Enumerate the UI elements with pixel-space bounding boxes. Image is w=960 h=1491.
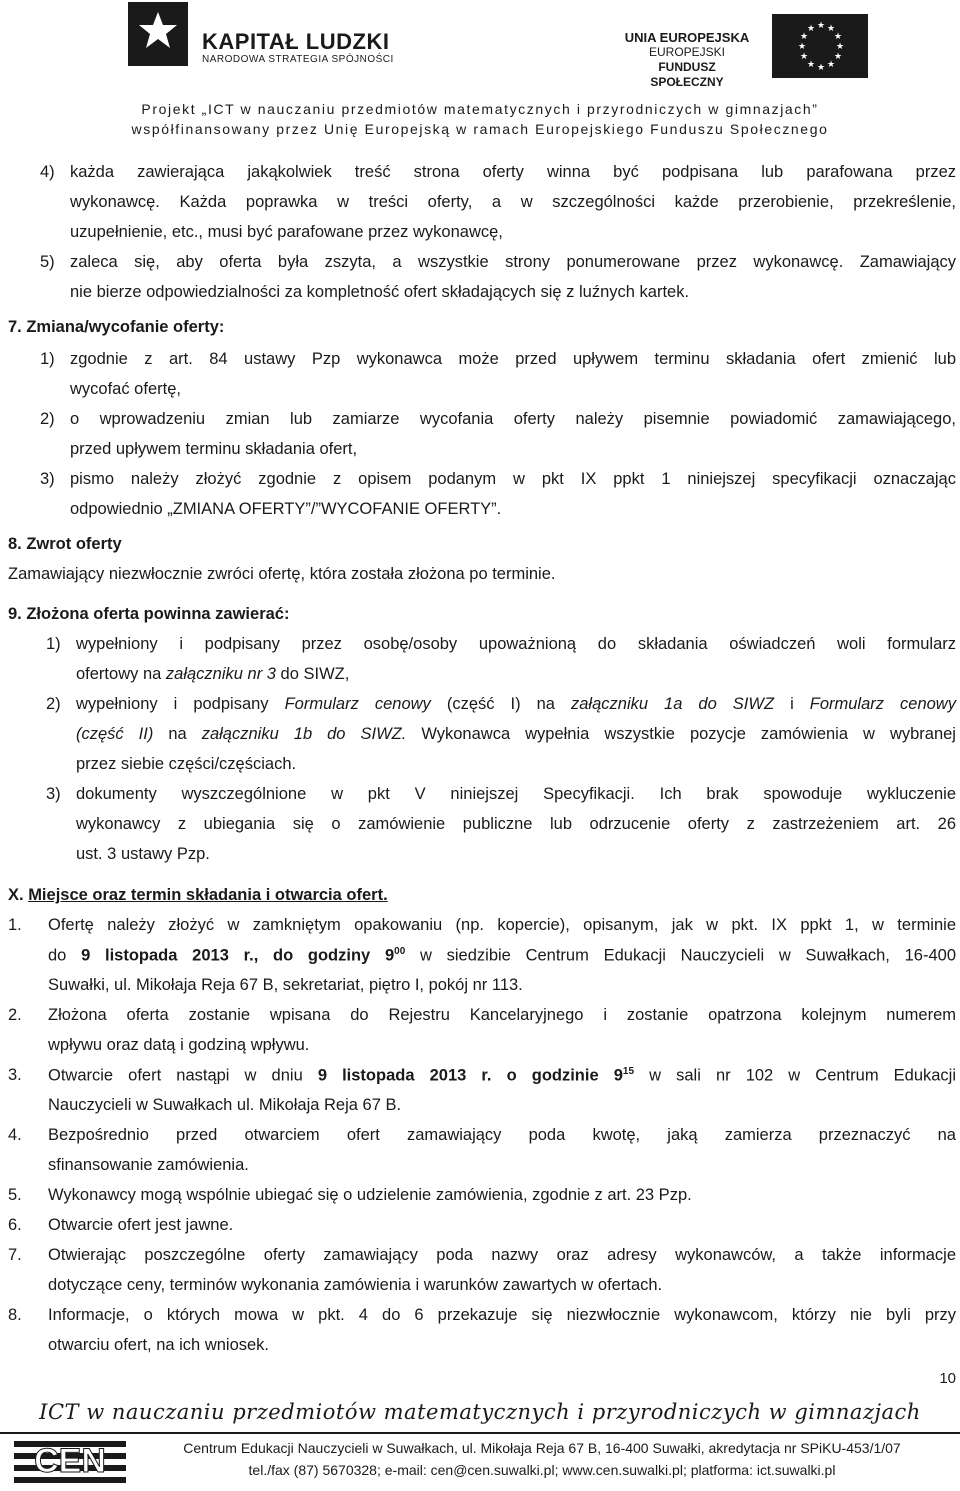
list-label: 3) <box>40 470 55 488</box>
paragraph-line: Bezpośrednio przed otwarciem ofert zamawiający poda kwotę, jaką zamierza przeznaczyć na <box>48 1126 956 1144</box>
paragraph-line: wykonawcę. Każda poprawka w treści oferty, a w szczególności każde przerobienie, przekreślenie, <box>70 193 956 211</box>
section-heading: X. Miejsce oraz termin składania i otwarcia ofert. <box>8 886 388 904</box>
list-label: 1) <box>46 635 61 653</box>
svg-text:★: ★ <box>817 63 826 73</box>
ue-line2: EUROPEJSKI <box>648 45 726 59</box>
paragraph-line: Otwierając poszczególne oferty zamawiający poda nazwy oraz adresy wykonawców, a także informacje <box>48 1246 956 1264</box>
svg-text:★: ★ <box>827 60 836 70</box>
paragraph-line: wpływu oraz datą i godziną wpływu. <box>48 1036 310 1054</box>
footer-project-title: ICT w nauczaniu przedmiotów matematycznych i przyrodniczych w gimnazjach <box>39 1400 921 1424</box>
paragraph-line: uzupełnienie, etc., musi być parafowane przez wykonawcę, <box>70 223 503 241</box>
paragraph-line: przez siebie części/częściach. <box>76 755 297 773</box>
section-heading: 8. Zwrot oferty <box>8 535 122 553</box>
svg-text:★: ★ <box>817 21 826 31</box>
footer-divider <box>0 1432 960 1434</box>
cen-logo <box>14 1437 126 1485</box>
paragraph-line: wycofać ofertę, <box>70 380 181 398</box>
footer-address: Centrum Edukacji Nauczycieli w Suwałkach, ul. Mikołaja Reja 67 B, 16-400 Suwałki, akredytacja nr SPiKU-453/1/07 <box>183 1440 901 1456</box>
svg-text:★: ★ <box>834 52 843 62</box>
list-label: 1) <box>40 350 55 368</box>
list-label: 7. <box>8 1246 22 1264</box>
svg-text:★: ★ <box>807 60 816 70</box>
list-label: 4. <box>8 1126 22 1144</box>
paragraph-line: Otwarcie ofert jest jawne. <box>48 1216 234 1234</box>
paragraph-line: ust. 3 ustawy Pzp. <box>76 845 210 863</box>
paragraph-line: Informacje, o których mowa w pkt. 4 do 6 przekazuje się niezwłocznie wykonawcom, którzy nie byli przy <box>48 1306 956 1324</box>
paragraph-line: Wykonawcy mogą wspólnie ubiegać się o udzielenie zamówienia, zgodnie z art. 23 Pzp. <box>48 1186 692 1204</box>
paragraph-line: pismo należy złożyć zgodnie z opisem podanym w pkt IX ppkt 1 niniejszej specyfikacji oznaczając <box>70 470 956 488</box>
paragraph-line: zaleca się, aby oferta była zszyta, a wszystkie strony ponumerowane przez wykonawcę. Zamawiający <box>70 253 956 271</box>
paragraph-line: Nauczycieli w Suwałkach ul. Mikołaja Reja 67 B. <box>48 1096 402 1114</box>
paragraph-line: dotyczące ceny, terminów wykonania zamówienia i warunków zawartych w ofertach. <box>48 1276 663 1294</box>
paragraph-line: Otwarcie ofert nastąpi w dniu 9 listopada 2013 r. o godzinie $9^{15}$ w sali nr 102 w Centrum Edukacji <box>48 1066 957 1085</box>
list-label: 2. <box>8 1006 22 1024</box>
paragraph-line: Ofertę należy złożyć w zamkniętym opakowaniu (np. kopercie), opisanym, jak w pkt. IX ppkt 1, w terminie <box>48 916 956 934</box>
paragraph-line: przed upływem terminu składania ofert, <box>70 440 358 458</box>
paragraph-line: o wprowadzeniu zmian lub zamiarze wycofania oferty należy pisemnie powiadomić zamawiającego, <box>70 410 956 428</box>
paragraph-line: dokumenty wyszczególnione w pkt V niniejszej Specyfikacji. Ich brak spowoduje wykluczenie <box>76 785 956 803</box>
paragraph-line: do 9 listopada 2013 r., do godziny $9^{00}$ w siedzibie Centrum Edukacji Nauczycieli w Suwałkach, 16-400 <box>48 946 956 965</box>
svg-text:CEN: CEN <box>34 1442 106 1480</box>
list-label: 4) <box>40 163 55 181</box>
paragraph-line: każda zawierająca jakąkolwiek treść strona oferty winna być podpisana lub parafowana przez <box>70 163 956 181</box>
section-heading: 9. Złożona oferta powinna zawierać: <box>8 605 290 623</box>
svg-text:★: ★ <box>827 24 836 34</box>
kl-subtitle: NARODOWA STRATEGIA SPÓJNOŚCI <box>202 54 394 65</box>
list-label: 1. <box>8 916 22 934</box>
svg-text:★: ★ <box>834 32 843 42</box>
project-title: Projekt „ICT w nauczaniu przedmiotów matematycznych i przyrodniczych w gimnazjach” <box>141 101 819 117</box>
paragraph-line: ofertowy na załączniku nr 3 do SIWZ, <box>76 665 350 683</box>
paragraph-line: Złożona oferta zostanie wpisana do Rejestru Kancelaryjnego i zostanie opatrzona kolejnym numerem <box>48 1006 956 1024</box>
paragraph-line: wykonawcy z ubiegania się o zamówienie publiczne lub odrzucenie oferty z zastrzeżeniem art. 26 <box>76 815 956 833</box>
list-label: 8. <box>8 1306 22 1324</box>
list-label: 3. <box>8 1066 22 1084</box>
paragraph-line: nie bierze odpowiedzialności za kompletność ofert składających się z luźnych kartek. <box>70 283 690 301</box>
paragraph-line: Zamawiający niezwłocznie zwróci ofertę, która została złożona po terminie. <box>8 565 556 583</box>
svg-text:★: ★ <box>800 32 809 42</box>
paragraph-line: Suwałki, ul. Mikołaja Reja 67 B, sekretariat, piętro I, pokój nr 113. <box>48 976 523 994</box>
footer-contact: tel./fax (87) 5670328; e-mail: cen@cen.suwalki.pl; www.cen.suwalki.pl; platforma: ict.suwalki.pl <box>248 1462 836 1478</box>
section-heading: 7. Zmiana/wycofanie oferty: <box>8 318 225 336</box>
list-label: 5. <box>8 1186 22 1204</box>
svg-text:★: ★ <box>800 52 809 62</box>
list-label: 2) <box>40 410 55 428</box>
project-cofinancing: współfinansowany przez Unię Europejską w ramach Europejskiego Funduszu Społecznego <box>131 121 829 137</box>
paragraph-line: odpowiednio „ZMIANA OFERTY”/”WYCOFANIE OFERTY”. <box>70 500 502 518</box>
page-number: 10 <box>939 1370 956 1387</box>
list-label: 6. <box>8 1216 22 1234</box>
ue-line3: FUNDUSZ SPOŁECZNY <box>650 60 724 89</box>
paragraph-line: otwarciu ofert, na ich wniosek. <box>48 1336 270 1354</box>
ue-title: UNIA EUROPEJSKA <box>624 30 750 45</box>
paragraph-line: (część II) na załączniku 1b do SIWZ. Wykonawca wypełnia wszystkie pozycje zamówienia w wybranej <box>76 725 956 743</box>
paragraph-line: sfinansowanie zamówienia. <box>48 1156 249 1174</box>
svg-text:★: ★ <box>798 42 807 52</box>
paragraph-line: wypełniony i podpisany Formularz cenowy (część I) na załączniku 1a do SIWZ i Formularz cenowy <box>76 695 956 713</box>
svg-text:★: ★ <box>807 24 816 34</box>
paragraph-line: zgodnie z art. 84 ustawy Pzp wykonawca może przed upływem terminu składania ofert zmienić lub <box>70 350 956 368</box>
list-label: 5) <box>40 253 55 271</box>
paragraph-line: wypełniony i podpisany przez osobę/osoby upoważnioną do składania oświadczeń woli formularz <box>76 635 956 653</box>
svg-text:★: ★ <box>836 42 845 52</box>
list-label: 3) <box>46 785 61 803</box>
kl-title: KAPITAŁ LUDZKI <box>202 29 390 54</box>
list-label: 2) <box>46 695 61 713</box>
